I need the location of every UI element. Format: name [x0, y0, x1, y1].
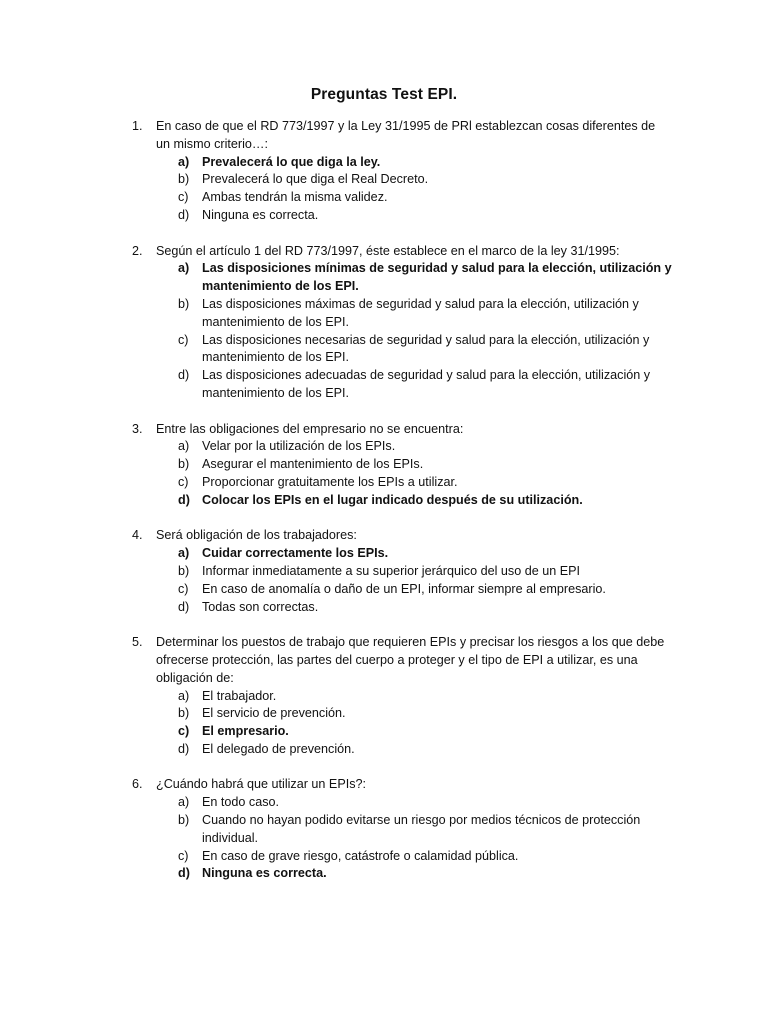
- answer-text: Ninguna es correcta.: [202, 866, 327, 881]
- answer-option: [178, 794, 672, 812]
- answer-letter: b): [178, 172, 190, 187]
- answer-text: El empresario.: [202, 724, 289, 739]
- answer-text: Cuando no hayan podido evitarse un riesgo por medios técnicos de protección individual.: [202, 813, 641, 845]
- answer-text: En todo caso.: [202, 795, 280, 810]
- answer-text: Ambas tendrán la misma validez.: [202, 190, 388, 205]
- answer-option: [178, 741, 672, 759]
- answer-option: [178, 563, 672, 581]
- answer-letter: a): [178, 154, 190, 169]
- answer-option-correct: [178, 492, 672, 510]
- answer-text: Informar inmediatamente a su superior jerárquico del uso de un EPI: [202, 563, 581, 578]
- answer-option: [178, 171, 672, 189]
- answer-option-correct: [178, 154, 672, 172]
- answer-letter: a): [178, 546, 190, 561]
- question-number: 5.: [132, 635, 143, 650]
- answer-option-correct: [178, 545, 672, 563]
- answer-text: Las disposiciones adecuadas de seguridad y salud para la elección, utilización y mantenimiento de los EPI.: [202, 368, 651, 400]
- answer-letter: c): [178, 724, 190, 739]
- answer-letter: c): [178, 190, 189, 205]
- question-5: [132, 634, 672, 759]
- answer-option: [178, 207, 672, 225]
- answer-list: [156, 794, 672, 883]
- answer-letter: d): [178, 599, 190, 614]
- answer-letter: c): [178, 581, 189, 596]
- answer-text: Proporcionar gratuitamente los EPIs a utilizar.: [202, 474, 458, 489]
- answer-list: [156, 545, 672, 616]
- answer-text: Las disposiciones máximas de seguridad y salud para la elección, utilización y mantenimiento de los EPI.: [202, 296, 639, 329]
- answer-letter: d): [178, 207, 190, 222]
- question-2: [132, 243, 672, 403]
- answer-option: [178, 189, 672, 207]
- question-text: Entre las obligaciones del empresario no se encuentra:: [156, 421, 464, 436]
- answer-letter: b): [178, 706, 190, 721]
- question-6: [132, 776, 672, 883]
- answer-letter: c): [178, 474, 189, 489]
- answer-option: [178, 474, 672, 492]
- answer-text: Asegurar el mantenimiento de los EPIs.: [202, 457, 424, 472]
- answer-text: Velar por la utilización de los EPIs.: [202, 439, 396, 454]
- document-title: Preguntas Test EPI.: [310, 86, 458, 103]
- answer-text: Las disposiciones necesarias de seguridad y salud para la elección, utilización y mantenimiento de los EPI.: [202, 332, 650, 365]
- answer-option: [178, 438, 672, 456]
- answer-option: [178, 688, 672, 706]
- answer-letter: b): [178, 296, 190, 311]
- question-3: [132, 421, 672, 510]
- answer-option-correct: [178, 865, 672, 883]
- answer-text: En caso de anomalía o daño de un EPI, informar siempre al empresario.: [202, 581, 606, 596]
- answer-letter: d): [178, 492, 190, 507]
- answer-text: Prevalecerá lo que diga el Real Decreto.: [202, 172, 429, 187]
- answer-option: [178, 599, 672, 617]
- question-list: [132, 118, 672, 901]
- answer-text: Ninguna es correcta.: [202, 207, 319, 222]
- answer-letter: a): [178, 688, 190, 703]
- answer-text: Prevalecerá lo que diga la ley.: [202, 154, 381, 169]
- answer-list: [156, 688, 672, 759]
- answer-option: [178, 812, 672, 848]
- answer-option: [178, 456, 672, 474]
- answer-letter: b): [178, 813, 190, 828]
- answer-option-correct: [178, 260, 672, 296]
- question-text: Determinar los puestos de trabajo que requieren EPIs y precisar los riesgos a los que debe ofrecerse protección, las partes del cuerpo a proteger y el tipo de EPI a utilizar, es una obligación de:: [156, 635, 665, 685]
- answer-letter: a): [178, 795, 190, 810]
- answer-letter: a): [178, 439, 190, 454]
- question-number: 6.: [132, 777, 143, 792]
- question-number: 3.: [132, 421, 143, 436]
- answer-list: [156, 438, 672, 509]
- answer-letter: d): [178, 866, 190, 881]
- answer-letter: b): [178, 457, 190, 472]
- answer-text: Colocar los EPIs en el lugar indicado después de su utilización.: [202, 492, 583, 507]
- answer-option-correct: [178, 723, 672, 741]
- question-text: ¿Cuándo habrá que utilizar un EPIs?:: [156, 777, 367, 792]
- question-text: En caso de que el RD 773/1997 y la Ley 31/1995 de PRl establezcan cosas diferentes de un mismo criterio…:: [156, 119, 656, 151]
- answer-text: El delegado de prevención.: [202, 741, 355, 756]
- answer-letter: d): [178, 741, 190, 756]
- answer-letter: b): [178, 563, 190, 578]
- answer-option: [178, 848, 672, 866]
- answer-text: El trabajador.: [202, 688, 277, 703]
- answer-list: [156, 260, 672, 402]
- answer-text: El servicio de prevención.: [202, 706, 346, 721]
- answer-text: Las disposiciones mínimas de seguridad y salud para la elección, utilización y mantenimiento de los EPI.: [202, 261, 672, 294]
- question-text: Según el artículo 1 del RD 773/1997, éste establece en el marco de la ley 31/1995:: [156, 243, 620, 258]
- answer-letter: d): [178, 368, 190, 383]
- answer-text: Todas son correctas.: [202, 599, 319, 614]
- answer-list: [156, 154, 672, 225]
- answer-option: [178, 367, 672, 403]
- answer-letter: c): [178, 332, 189, 347]
- question-number: 1.: [132, 119, 143, 133]
- answer-option: [178, 332, 672, 368]
- answer-option: [178, 581, 672, 599]
- answer-option: [178, 705, 672, 723]
- question-1: [132, 118, 672, 225]
- question-number: 2.: [132, 243, 143, 258]
- answer-text: Cuidar correctamente los EPIs.: [202, 546, 389, 561]
- question-4: [132, 527, 672, 616]
- answer-text: En caso de grave riesgo, catástrofe o calamidad pública.: [202, 848, 519, 863]
- answer-letter: a): [178, 261, 190, 276]
- question-number: 4.: [132, 528, 143, 543]
- answer-letter: c): [178, 848, 189, 863]
- answer-option: [178, 296, 672, 332]
- question-text: Será obligación de los trabajadores:: [156, 528, 357, 543]
